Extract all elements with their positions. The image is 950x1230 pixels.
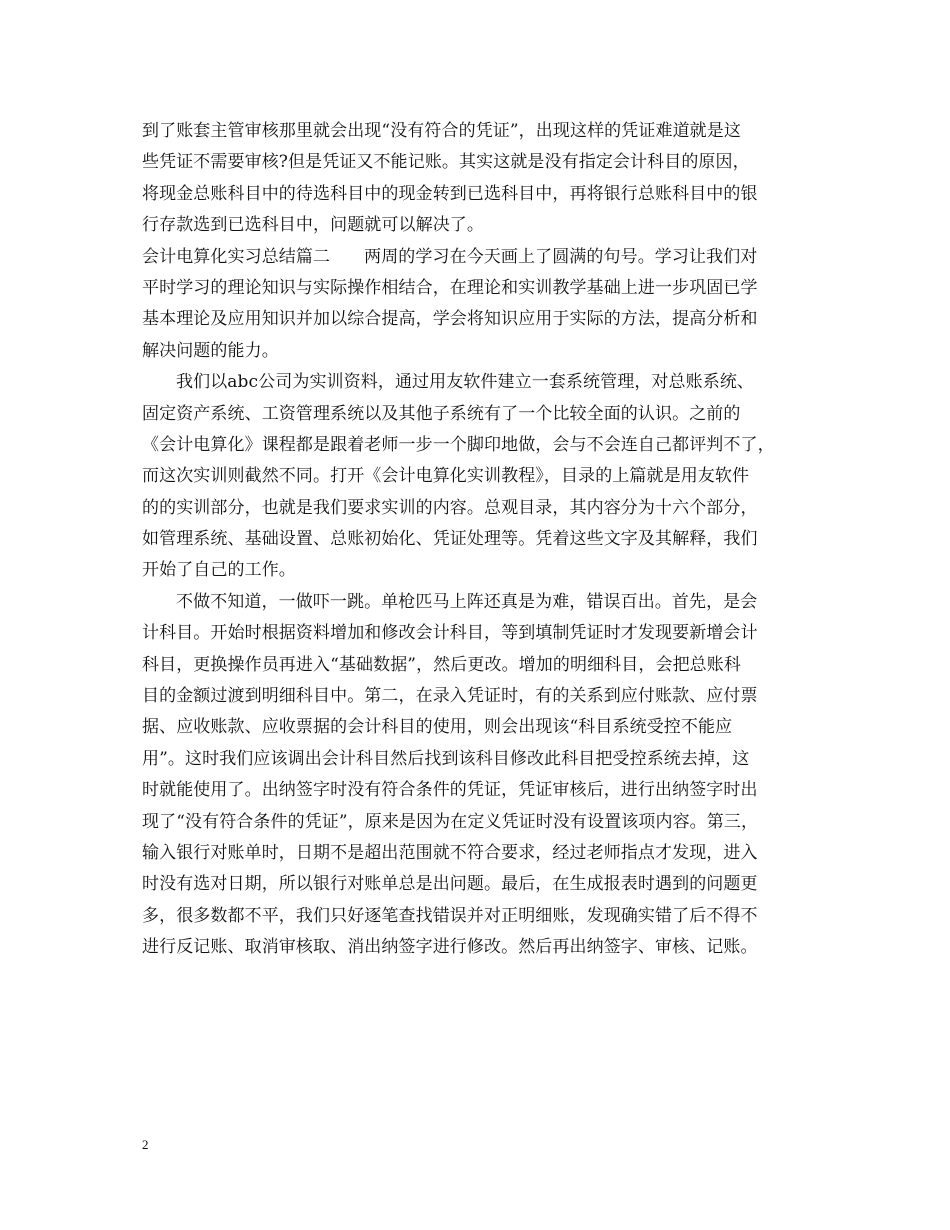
text-line: 现了“没有符合条件的凭证”，原来是因为在定义凭证时没有设置该项内容。第三， xyxy=(142,811,759,832)
text-line: 时没有选对日期，所以银行对账单总是出问题。最后，在生成报表时遇到的问题更 xyxy=(142,874,758,895)
text-line: 用”。这时我们应该调出会计科目然后找到该科目修改此科目把受控系统去掉，这 xyxy=(142,748,750,769)
text-line: 两周的学习在今天画上了圆满的句号。学习让我们对 xyxy=(364,246,758,267)
text-line: 平时学习的理论知识与实际操作相结合，在理论和实训教学基础上进一步巩固已学 xyxy=(142,277,758,298)
text-line: 些凭证不需要审核?但是凭证又不能记账。其实这就是没有指定会计科目的原因， xyxy=(142,152,750,173)
text-line: 进行反记账、取消审核取、消出纳签字进行修改。然后再出纳签字、审核、记账。 xyxy=(142,937,758,958)
text-line: 将现金总账科目中的待选科目中的现金转到已选科目中，再将银行总账科目中的银 xyxy=(142,183,758,204)
text-line: 行存款选到已选科目中，问题就可以解决了。 xyxy=(142,215,484,236)
text-line: 解决问题的能力。 xyxy=(142,340,279,361)
text-line: 科目，更换操作员再进入“基础数据”，然后更改。增加的明细科目，会把总账科 xyxy=(142,654,741,675)
text-line: 输入银行对账单时，日期不是超出范围就不符合要求，经过老师指点才发现，进入 xyxy=(142,842,758,863)
body-text xyxy=(142,116,822,964)
text-line: 计科目。开始时根据资料增加和修改会计科目，等到填制凭证时才发现要新增会计 xyxy=(142,623,758,644)
page-number: 2 xyxy=(142,1137,149,1152)
text-line: 目的金额过渡到明细科目中。第二，在录入凭证时，有的关系到应付账款、应付票 xyxy=(142,686,758,707)
section-title: 会计电算化实习总结篇二 xyxy=(142,246,331,267)
text-line: 多，很多数都不平，我们只好逐笔查找错误并对正明细账，发现确实错了后不得不 xyxy=(142,905,758,926)
text-line: 基本理论及应用知识并加以综合提高，学会将知识应用于实际的方法，提高分析和 xyxy=(142,309,758,330)
text-line: 据、应收账款、应收票据的会计科目的使用，则会出现该“科目系统受控不能应 xyxy=(142,717,733,738)
text-line: 不做不知道，一做吓一跳。单枪匹马上阵还真是为难，错误百出。首先，是会 xyxy=(176,591,758,612)
text-line: 如管理系统、基础设置、总账初始化、凭证处理等。凭着这些文字及其解释，我们 xyxy=(142,529,758,550)
text-line: 固定资产系统、工资管理系统以及其他子系统有了一个比较全面的认识。之前的 xyxy=(142,403,741,424)
text-line: 的的实训部分，也就是我们要求实训的内容。总观目录，其内容分为十六个部分， xyxy=(142,497,758,518)
section-heading-line xyxy=(142,242,822,273)
text-line: 时就能使用了。出纳签字时没有符合条件的凭证，凭证审核后，进行出纳签字时出 xyxy=(142,780,758,801)
text-line: 到了账套主管审核那里就会出现“没有符合的凭证”，出现这样的凭证难道就是这 xyxy=(142,121,741,141)
text-line: 开始了自己的工作。 xyxy=(142,560,296,581)
text-line: 我们以abc公司为实训资料，通过用友软件建立一套系统管理，对总账系统、 xyxy=(176,372,755,393)
text-line: 而这次实训则截然不同。打开《会计电算化实训教程》，目录的上篇就是用友软件 xyxy=(142,466,750,487)
text-line: 《会计电算化》课程都是跟着老师一步一个脚印地做，会与不会连自己都评判不了， xyxy=(142,434,775,455)
